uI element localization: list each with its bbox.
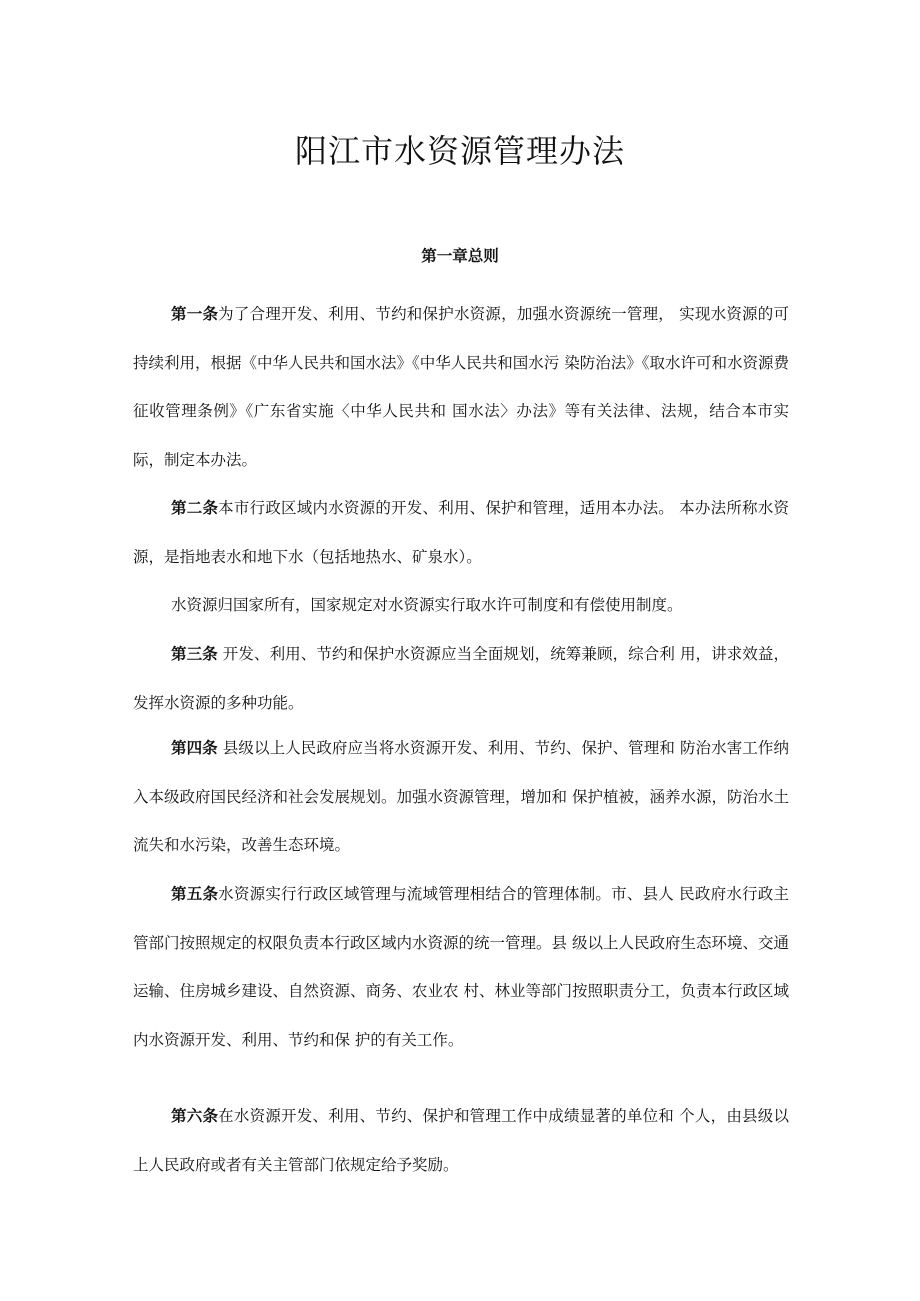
article-2: [133, 484, 789, 581]
article-label: 第六条: [171, 1107, 219, 1125]
article-text: 本市行政区域内水资源的开发、利用、保护和管理，适用本办法。 本办法所称水资源，是指地表水和地下水（包括地热水、矿泉水）。: [133, 499, 789, 566]
article-text: 在水资源开发、利用、节约、保护和管理工作中成绩显著的单位和 个人，由县级以上人民政府或者有关主管部门依规定给予奖励。: [133, 1107, 789, 1174]
article-label: 第四条: [171, 739, 218, 757]
article-text: 县级以上人民政府应当将水资源开发、利用、节约、保护、管理和 防治水害工作纳入本级政府国民经济和社会发展规划。加强水资源管理，增加和 保护植被，涵养水源，防治水土流失和水污染，改善生态环境。: [133, 739, 789, 854]
document-title: 阳江市水资源管理办法: [294, 132, 625, 170]
article-label: 第一条: [171, 305, 219, 323]
article-label: 第三条: [171, 645, 218, 663]
article-4: [133, 724, 789, 870]
article-label: 第五条: [171, 885, 219, 903]
article-text: 水资源实行行政区域管理与流域管理相结合的管理体制。市、县人 民政府水行政主管部门按照规定的权限负责本行政区域内水资源的统一管理。县 级以上人民政府生态环境、交通运输、住房城乡建设、自然资源、商务、农业农 村、林业等部门按照职责分工，负责本行政区域内水资源开发、利用、节约和保 护的有关工作。: [133, 885, 789, 1049]
chapter-heading: 第一章总则: [421, 247, 499, 265]
article-label: 第二条: [171, 499, 219, 517]
article-text: 水资源归国家所有，国家规定对水资源实行取水许可制度和有偿使用制度。: [171, 596, 683, 614]
article-6: [133, 1092, 789, 1189]
article-2-paragraph-2: [133, 581, 789, 630]
article-3: [133, 630, 789, 727]
article-text: 开发、利用、节约和保护水资源应当全面规划，统筹兼顾，综合利 用，讲求效益，发挥水资源的多种功能。: [133, 645, 789, 712]
article-1: [133, 290, 789, 484]
article-5: [133, 870, 789, 1064]
article-text: 为了合理开发、利用、节约和保护水资源，加强水资源统一管理， 实现水资源的可持续利用，根据《中华人民共和国水法》《中华人民共和国水污 染防治法》《取水许可和水资源费征收管理条例》《广东省实施〈中华人民共和 国水法〉办法》等有关法律、法规，结合本市实际，制定本办法。: [133, 305, 789, 469]
